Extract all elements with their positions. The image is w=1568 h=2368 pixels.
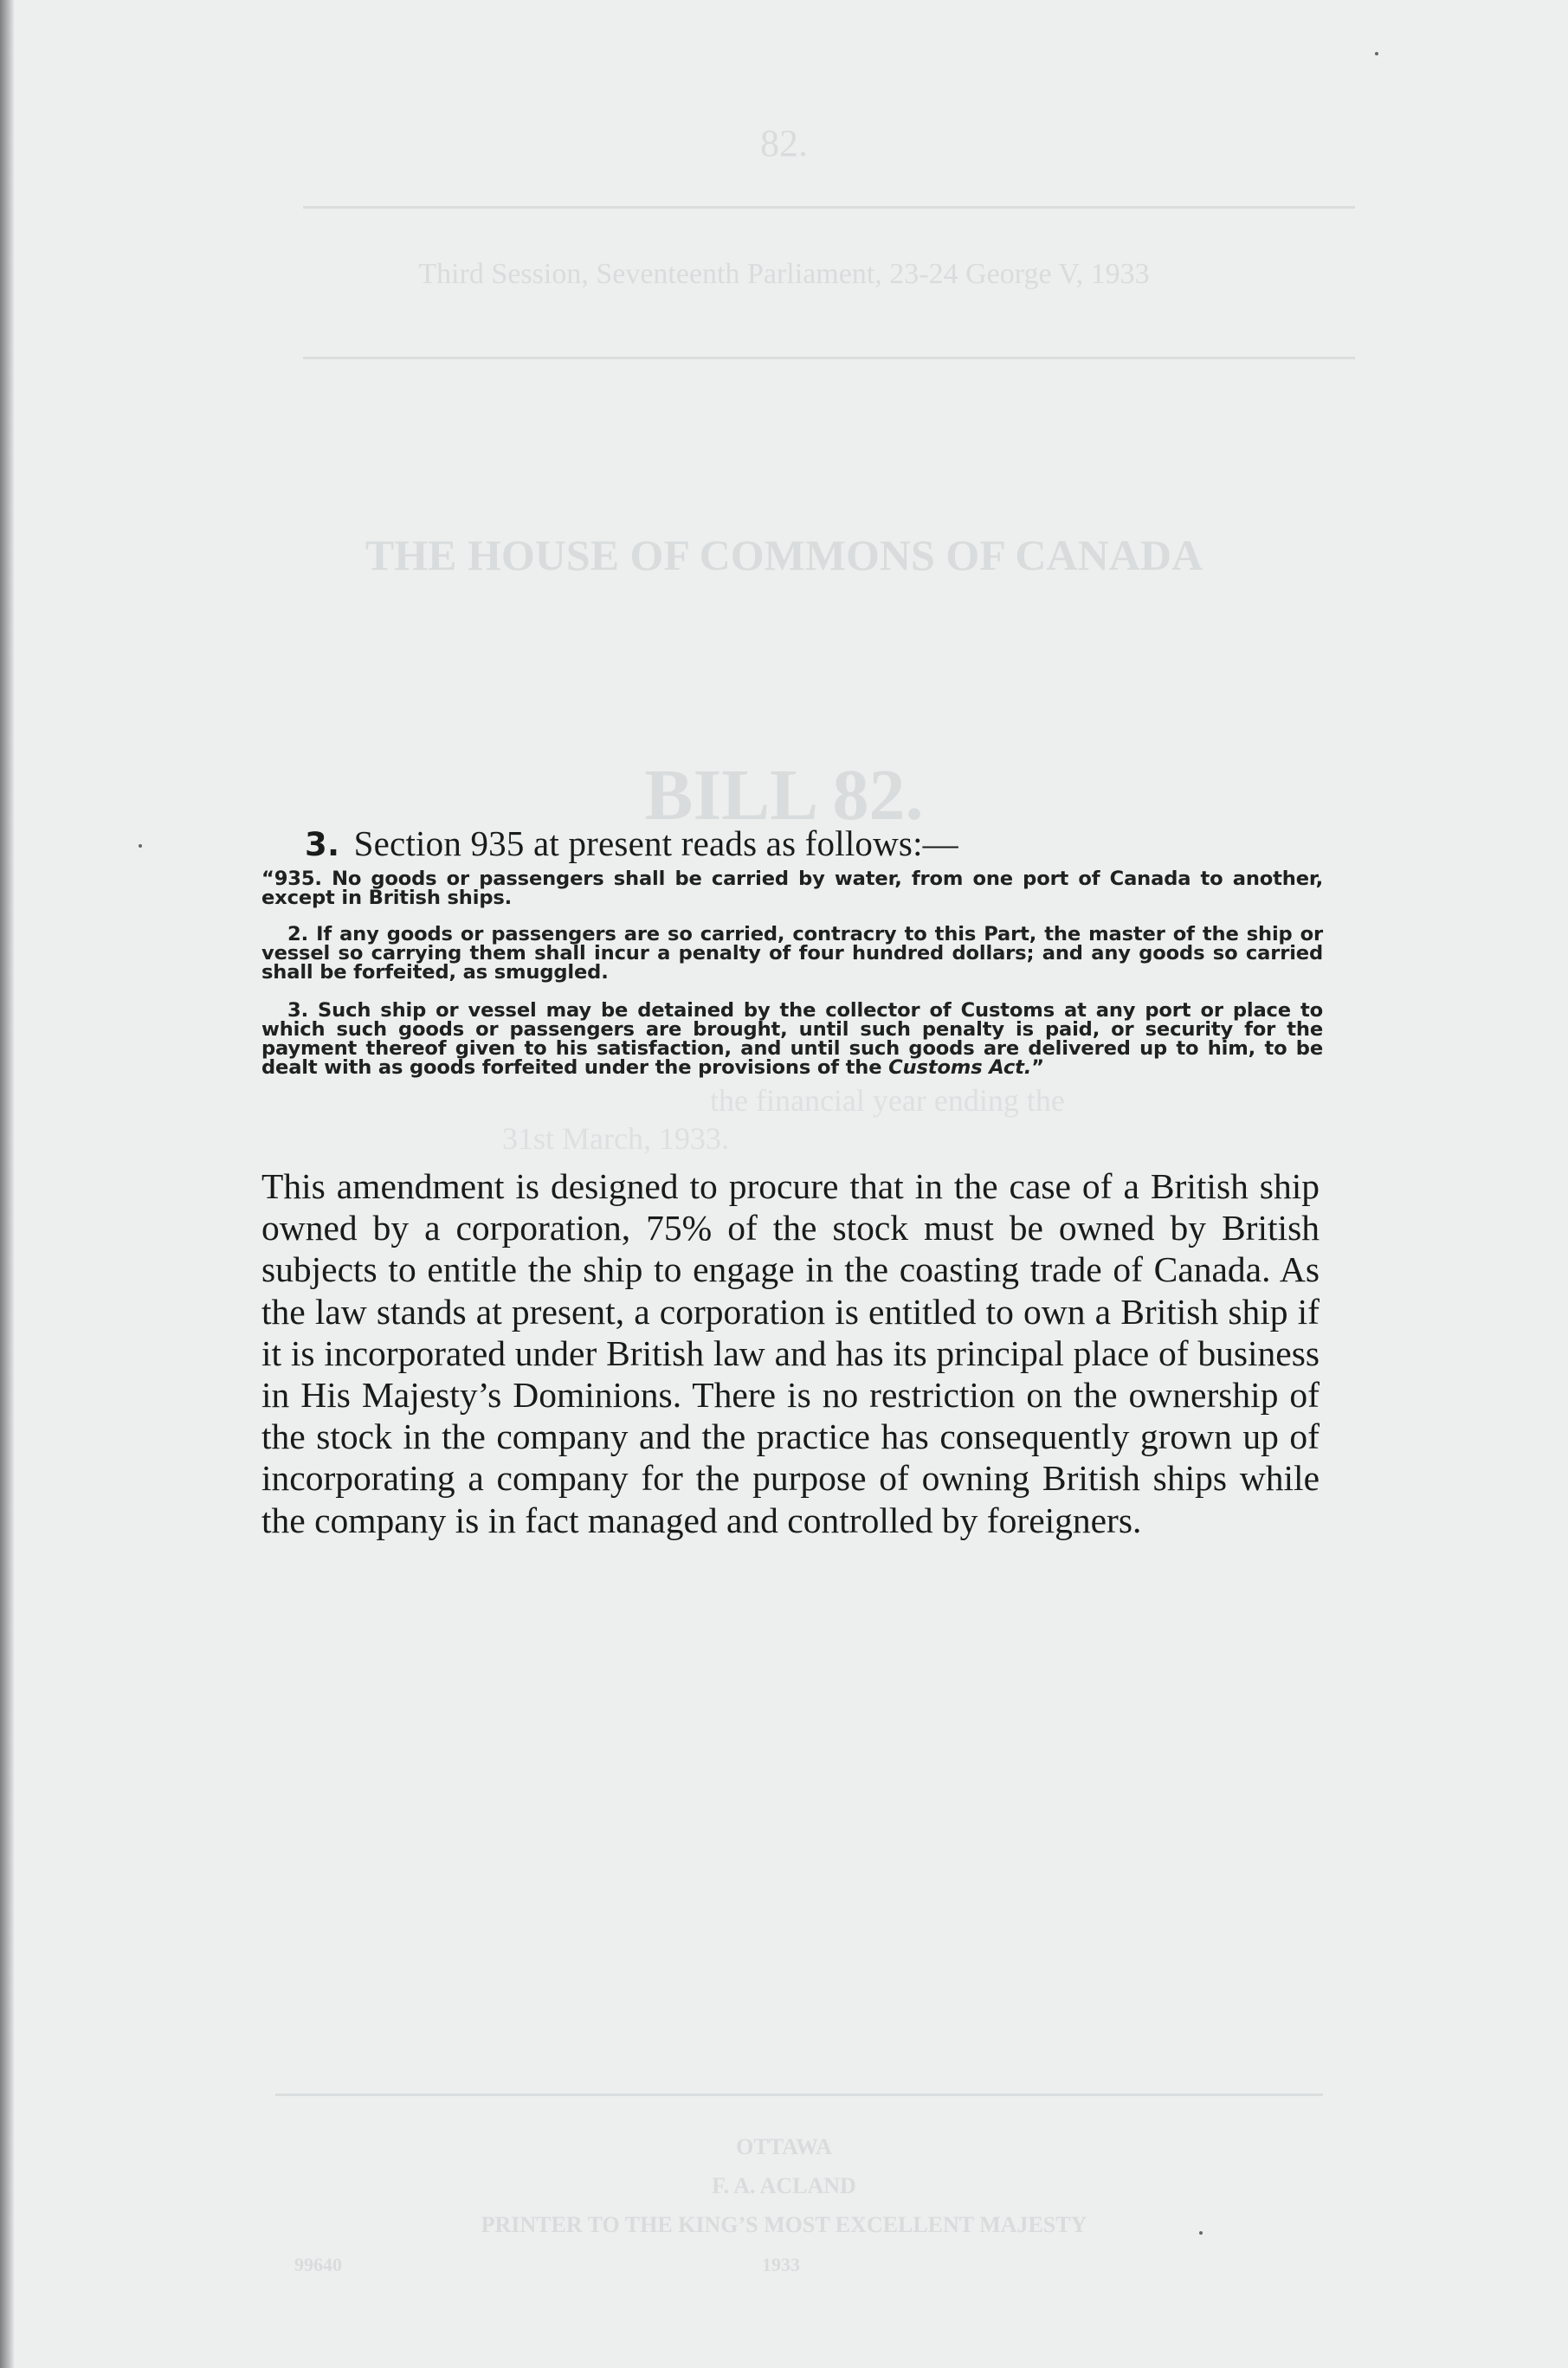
quoted-paragraph-text: 2. If any goods or passengers are so carried, contracry to this Part, the master of the ship or vessel so carrying them shall incur a penalty of four hundred dollars; and any goods so carried shall be forfeited, as smuggled. bbox=[261, 923, 1323, 984]
quoted-section-paragraph-2 bbox=[261, 925, 1323, 982]
show-through-rule bbox=[275, 2094, 1323, 2096]
quoted-paragraph-text: No goods or passengers shall be carried by water, from one port of Canada to another, except in British ships. bbox=[261, 868, 1323, 909]
explanatory-note bbox=[261, 1165, 1320, 1541]
section-heading bbox=[305, 823, 958, 864]
closing-quote: ” bbox=[1031, 1056, 1044, 1079]
print-speck bbox=[139, 844, 142, 848]
print-speck bbox=[1375, 52, 1378, 55]
quoted-section-number: “935. bbox=[261, 868, 322, 890]
explanatory-note-text: This amendment is designed to procure that in the case of a British ship owned by a corporation, 75% of the stock must be owned by British subjects to entitle the ship to engage in the coasting trade of Canada. As the law stands at present, a corporation is entitled to own a British ship if it is incorporated under British law and has its principal place of business in His Majesty’s Dominions. There is no restriction on the ownership of the stock in the company and the practice has consequently grown up of incorporating a company for the purpose of owning British ships while the company is in fact managed and controlled by foreigners. bbox=[261, 1166, 1320, 1540]
quoted-section-paragraph-3 bbox=[261, 1001, 1323, 1077]
show-through-rule bbox=[303, 206, 1355, 209]
show-through-line: the financial year ending the bbox=[710, 1083, 1065, 1118]
show-through-session: Third Session, Seventeenth Parliament, 23-24 George V, 1933 bbox=[418, 258, 1150, 290]
show-through-line: 31st March, 1933. bbox=[502, 1121, 729, 1156]
print-speck bbox=[1199, 2231, 1203, 2235]
page-edge-shadow bbox=[0, 0, 14, 2368]
show-through-rule bbox=[303, 357, 1355, 359]
section-heading-text: Section 935 at present reads as follows:— bbox=[353, 823, 958, 863]
customs-act-reference: Customs Act. bbox=[888, 1056, 1032, 1079]
show-through-page-number: 82. bbox=[760, 122, 808, 165]
show-through-bill: BILL 82. bbox=[644, 755, 924, 836]
show-through-footer-place: OTTAWA bbox=[736, 2134, 832, 2159]
quoted-paragraph-text: 3. Such ship or vessel may be detained by the collector of Customs at any port or place to which such goods or passengers are brought, until such penalty is paid, or security for the payment thereof given to his satisfaction, and until such goods are delivered up to him, to be dealt with as goods forfeited under the provisions of the bbox=[261, 999, 1323, 1079]
show-through-footer-printer: F. A. ACLAND bbox=[712, 2173, 856, 2198]
section-number: 3. bbox=[305, 826, 340, 863]
show-through-footer-year: 1933 bbox=[762, 2254, 800, 2275]
show-through-house: THE HOUSE OF COMMONS OF CANADA bbox=[365, 531, 1203, 579]
show-through-footer-title: PRINTER TO THE KING’S MOST EXCELLENT MAJESTY bbox=[481, 2212, 1087, 2237]
quoted-section-paragraph-1 bbox=[261, 869, 1323, 907]
show-through-footer-code: 99640 bbox=[294, 2254, 342, 2275]
